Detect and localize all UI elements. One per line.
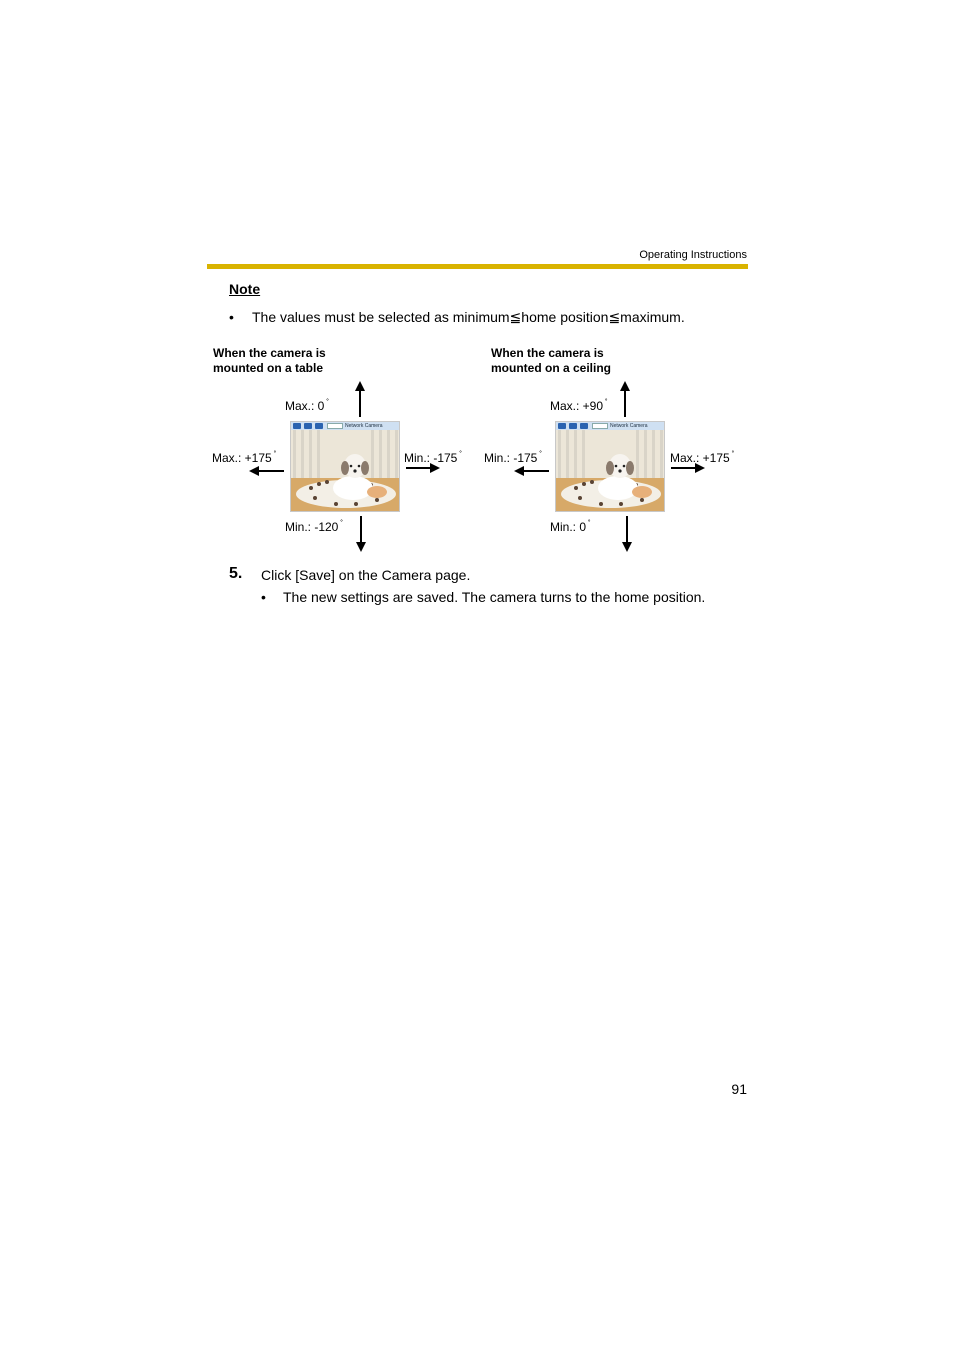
tool-icon <box>569 423 577 429</box>
page-number: 91 <box>731 1081 747 1097</box>
pan-left-label <box>484 450 542 465</box>
degree-symbol: ˚ <box>588 519 591 528</box>
figure-caption-ceiling <box>491 346 641 376</box>
tool-icon <box>304 423 312 429</box>
degree-symbol: ˚ <box>731 450 735 459</box>
caption-line: When the camera is <box>213 346 326 360</box>
pan-right-label <box>670 450 734 465</box>
home-icon <box>293 423 301 429</box>
caption-line: mounted on a table <box>213 361 324 375</box>
camera-screenshot <box>290 421 400 512</box>
tilt-min-label <box>550 519 591 534</box>
pan-left-label <box>212 450 276 465</box>
label-text: Min.: 0 <box>550 520 587 534</box>
step-text: Click [Save] on the Camera page. <box>261 567 471 583</box>
label-text: Max.: +175 <box>212 451 272 465</box>
dog-photo <box>291 430 400 512</box>
caption-line: When the camera is <box>491 346 604 360</box>
camera-screenshot <box>555 421 665 512</box>
degree-symbol: ˚ <box>340 519 344 528</box>
note-bullet-text: The values must be selected as minimum≦home position≦maximum. <box>252 309 685 325</box>
degree-symbol: ˚ <box>459 450 463 459</box>
figure-caption-table <box>213 346 363 376</box>
label-text: Min.: -175 <box>484 451 538 465</box>
caption-line: mounted on a ceiling <box>491 361 612 375</box>
dog-photo <box>556 430 665 512</box>
label-text: Max.: +175 <box>670 451 730 465</box>
bullet-dot: • <box>261 589 266 605</box>
label-text: Min.: -175 <box>404 451 458 465</box>
label-text: Max.: +90 <box>550 399 604 413</box>
step-bullet-text: The new settings are saved. The camera turns to the home position. <box>283 589 706 605</box>
camera-name: Network Camera <box>610 423 648 429</box>
running-header: Operating Instructions <box>639 249 747 261</box>
tilt-max-label <box>285 398 329 413</box>
pan-right-label <box>404 450 462 465</box>
degree-symbol: ˚ <box>605 398 608 407</box>
tilt-min-label <box>285 519 343 534</box>
degree-symbol: ˚ <box>539 450 543 459</box>
note-title: Note <box>229 281 261 297</box>
camera-toolbar <box>291 422 399 430</box>
step-number: 5. <box>229 565 243 582</box>
label-text: Min.: -120 <box>285 520 339 534</box>
degree-symbol: ˚ <box>326 398 330 407</box>
camera-selector <box>592 423 608 429</box>
tilt-max-label <box>550 398 608 413</box>
camera-name: Network Camera <box>345 423 383 429</box>
bullet-dot: • <box>229 309 234 325</box>
settings-icon <box>580 423 588 429</box>
label-text: Max.: 0 <box>285 399 325 413</box>
camera-selector <box>327 423 343 429</box>
degree-symbol: ˚ <box>273 450 277 459</box>
settings-icon <box>315 423 323 429</box>
home-icon <box>558 423 566 429</box>
camera-toolbar <box>556 422 664 430</box>
